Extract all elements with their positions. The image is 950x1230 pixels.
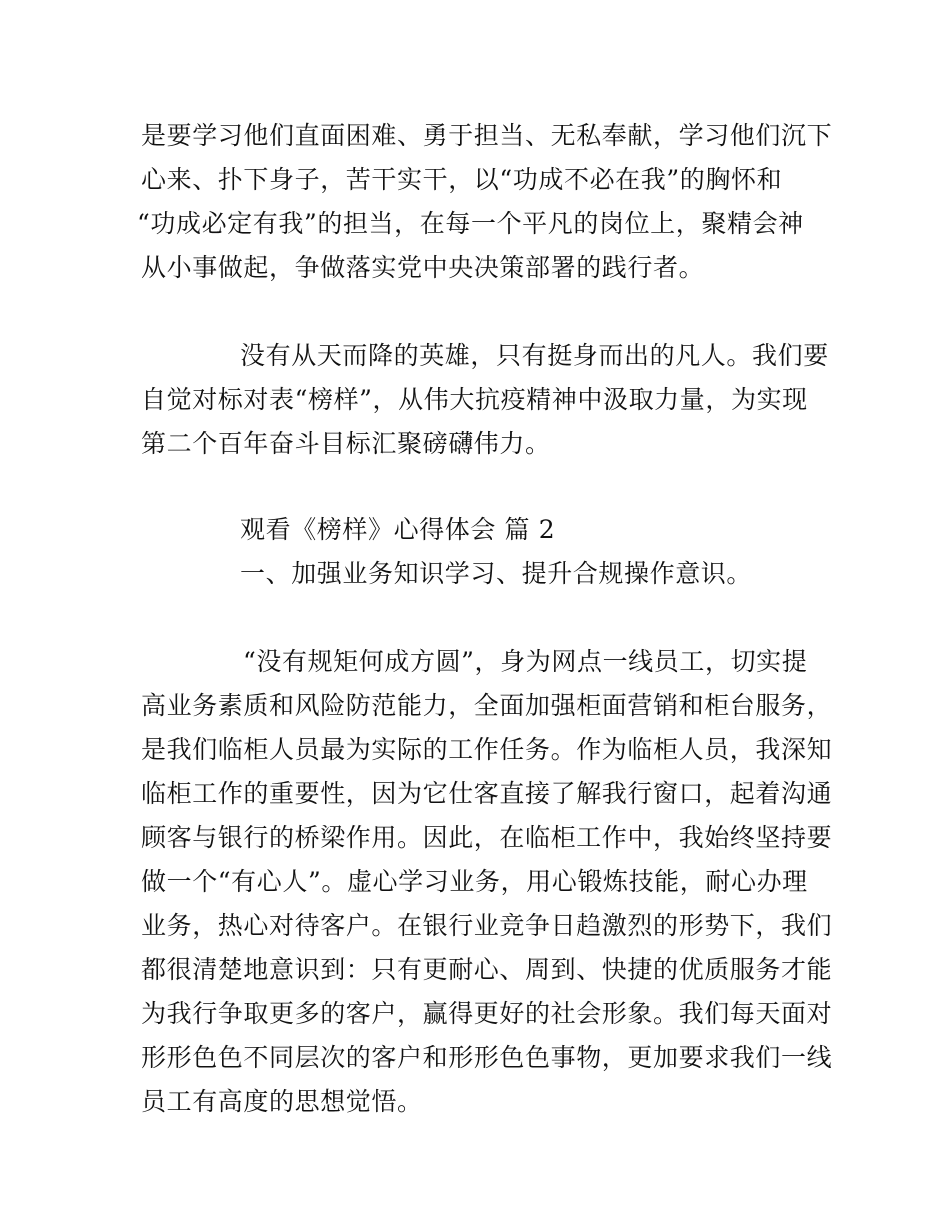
paragraph-1-line: 从小事做起，争做落实党中央决策部署的践行者。 xyxy=(141,253,705,282)
paragraph-3-line: 顾客与银行的桥梁作用。因此，在临柜工作中，我始终坚持要 xyxy=(141,823,833,852)
paragraph-2-line: 第二个百年奋斗目标汇聚磅礴伟力。 xyxy=(141,429,551,458)
paragraph-3-line: “没有规矩何成方圆”，身为网点一线员工，切实提 xyxy=(243,647,808,676)
paragraph-3-line: 形形色色不同层次的客户和形形色色事物，更加要求我们一线 xyxy=(141,1043,833,1072)
section-title: 观看《榜样》心得体会 篇 2 xyxy=(240,515,556,544)
paragraph-2-line: 自觉对标对表“榜样”，从伟大抗疫精神中汲取力量，为实现 xyxy=(141,385,808,414)
paragraph-3-line: 都很清楚地意识到：只有更耐心、周到、快捷的优质服务才能 xyxy=(141,955,833,984)
paragraph-3-line: 业务，热心对待客户。在银行业竞争日趋激烈的形势下，我们 xyxy=(141,911,833,940)
section-heading: 一、加强业务知识学习、提升合规操作意识。 xyxy=(240,559,753,588)
paragraph-3-line: 临柜工作的重要性，因为它仕客直接了解我行窗口，起着沟通 xyxy=(141,779,833,808)
paragraph-2-line: 没有从天而降的英雄，只有挺身而出的凡人。我们要 xyxy=(240,341,829,370)
paragraph-3-line: 员工有高度的思想觉悟。 xyxy=(141,1087,423,1116)
paragraph-3-line: 高业务素质和风险防范能力，全面加强柜面营销和柜台服务， xyxy=(141,691,833,720)
paragraph-1-line: 心来、扑下身子，苦干实干，以“功成不必在我”的胸怀和 xyxy=(141,165,783,194)
paragraph-3-line: 做一个“有心人”。虚心学习业务，用心锻炼技能，耐心办理 xyxy=(141,867,808,896)
paragraph-3-line: 是我们临柜人员最为实际的工作任务。作为临柜人员，我深知 xyxy=(141,735,833,764)
paragraph-1-line: “功成必定有我”的担当，在每一个平凡的岗位上，聚精会神 xyxy=(137,209,804,238)
paragraph-3-line: 为我行争取更多的客户，赢得更好的社会形象。我们每天面对 xyxy=(141,999,833,1028)
paragraph-1-line: 是要学习他们直面困难、勇于担当、无私奉献，学习他们沉下 xyxy=(141,121,833,150)
